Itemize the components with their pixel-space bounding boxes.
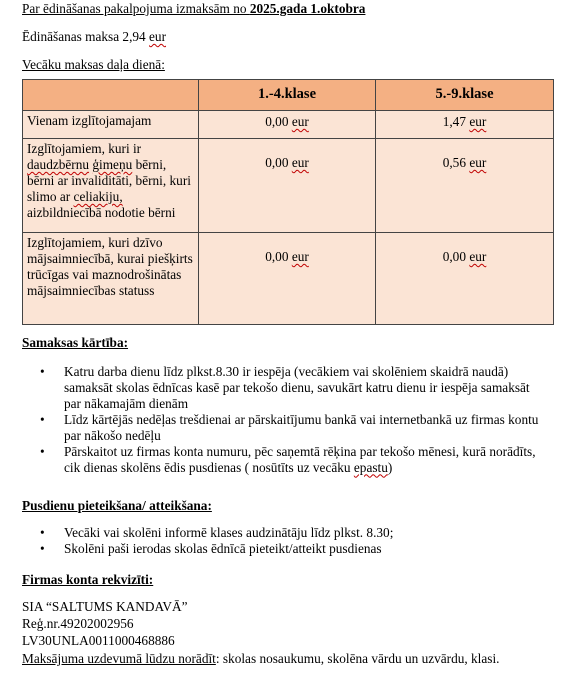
payment-note-label: Maksājuma uzdevumā lūdzu norādīt [22, 651, 216, 666]
value-grade-1-4: 0,00 eur [199, 233, 376, 325]
company-iban: LV30UNLA0011000468886 [22, 633, 175, 648]
meal-price-unit: eur [149, 29, 167, 44]
list-item: • Līdz kārtējās nedēļas trešdienai ar pārskaitījumu bankā vai internetbankā uz firmas kontu par nākošo nedēļu [22, 412, 547, 444]
list-item: • Skolēni paši ierodas skolas ēdnīcā pieteikt/atteikt pusdienas [22, 541, 547, 557]
heading-prefix: Par ēdināšanas pakalpojuma izmaksām no [22, 1, 250, 16]
parent-share-title: Vecāku maksas daļa dienā: [22, 57, 165, 72]
fee-table-header-grade-1-4: 1.-4.klase [199, 80, 376, 111]
fee-table-header-grade-5-9: 5.-9.klase [376, 80, 554, 111]
fee-table [22, 79, 554, 325]
list-item: • Vecāki vai skolēni informē klases audzinātāju līdz plkst. 8.30; [22, 525, 547, 541]
payment-list [22, 364, 547, 476]
fee-table-header-empty [23, 80, 199, 111]
company-reg: Reģ.nr.49202002956 [22, 616, 134, 631]
payment-note-text: : skolas nosaukumu, skolēna vārdu un uzvārdu, klasi. [215, 651, 500, 666]
table-row [23, 233, 554, 325]
value-grade-1-4: 0,00 eur [199, 139, 376, 233]
lunch-list [22, 525, 547, 557]
list-item: • Pārskaitot uz firmas konta numuru, pēc saņemtā rēķina par tekošo mēnesi, kurā norādīts, cik dienas skolēns ēdis pusdienas ( nosūtīts uz vecāku epastu) [22, 444, 547, 476]
value-grade-1-4: 0,00 eur [199, 111, 376, 139]
table-row [23, 111, 554, 139]
table-row [23, 139, 554, 233]
meal-price [22, 29, 166, 45]
value-grade-5-9: 0,56 eur [376, 139, 554, 233]
row-label: Izglītojamiem, kuri dzīvo mājsaimniecībā, kurai piešķirts trūcīgas vai maznodrošinātas mājsaimniecības statuss [23, 233, 199, 325]
company-name: SIA “SALTUMS KANDAVĀ” [22, 599, 188, 614]
payment-title: Samaksas kārtība: [22, 335, 129, 350]
fee-table-header-row [23, 80, 554, 111]
row-label: Izglītojamiem, kuri ir daudzbērnu ģimeņu bērni, bērni ar invaliditāti, bērni, kuri slimo ar celiakiju, aizbildniecībā nodotie bērni [23, 139, 199, 233]
list-item: • Katru darba dienu līdz plkst.8.30 ir iespēja (vecākiem vai skolēniem skaidrā naudā) samaksāt skolas ēdnīcas kasē par tekošo dienu, savukārt katru dienu ir iespēja samaksāt par nākamajām dienām [22, 364, 547, 412]
value-grade-5-9: 0,00 eur [376, 233, 554, 325]
company-title: Firmas konta rekvizīti: [22, 572, 154, 587]
lunch-title: Pusdienu pieteikšana/ atteikšana: [22, 498, 212, 513]
row-label: Vienam izglītojamajam [23, 111, 199, 139]
document-heading [22, 1, 365, 17]
payment-note [22, 651, 499, 667]
meal-price-label: Ēdināšanas maksa 2,94 [22, 29, 150, 44]
value-grade-5-9: 1,47 eur [376, 111, 554, 139]
heading-date: 2025.gada 1.oktobra [249, 1, 366, 16]
